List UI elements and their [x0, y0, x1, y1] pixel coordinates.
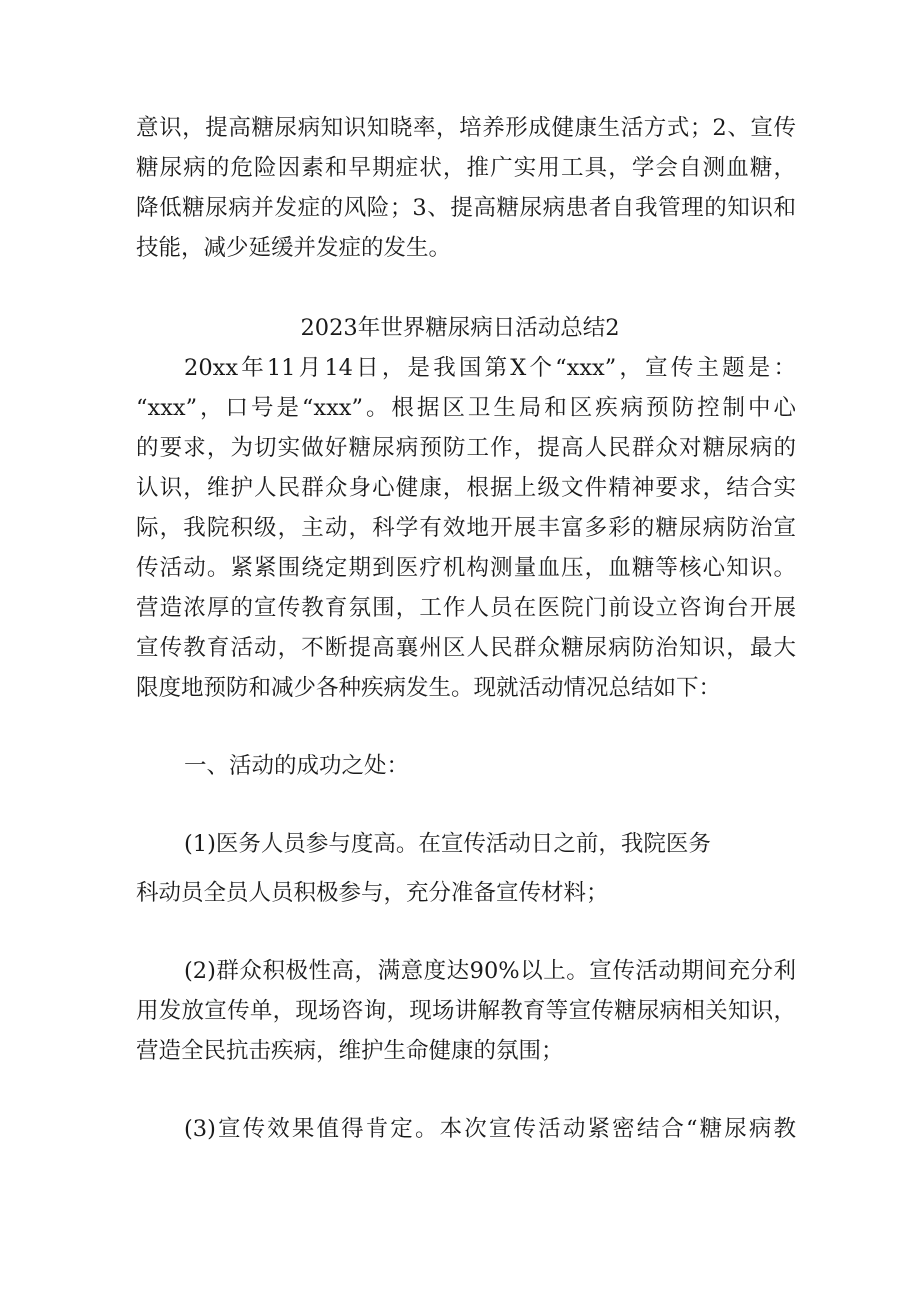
para1-line-3: 的要求，为切实做好糖尿病预防工作，提高人民群众对糖尿病的 [136, 435, 796, 461]
para1-line-9: 限度地预防和减少各种疾病发生。现就活动情况总结如下： [136, 675, 722, 701]
heading-success: 一、活动的成功之处： [184, 753, 410, 779]
item1-line-2: 科动员全员人员积极参与，充分准备宣传材料； [136, 880, 609, 906]
item2-line-2: 用发放宣传单，现场咨询，现场讲解教育等宣传糖尿病相关知识， [136, 998, 796, 1024]
intro-line-2: 糖尿病的危险因素和早期症状，推广实用工具，学会自测血糖， [136, 155, 796, 181]
para1-line-1: 20xx年11月14日，是我国第X个“xxx”，宣传主题是： [184, 355, 796, 381]
section-title: 2023年世界糖尿病日活动总结2 [300, 315, 620, 341]
para1-line-6: 传活动。紧紧围绕定期到医疗机构测量血压，血糖等核心知识。 [136, 555, 796, 581]
intro-line-3: 降低糖尿病并发症的风险；3、提高糖尿病患者自我管理的知识和 [136, 195, 796, 221]
para1-line-7: 营造浓厚的宣传教育氛围，工作人员在医院门前设立咨询台开展 [136, 595, 796, 621]
intro-line-1: 意识，提高糖尿病知识知晓率，培养形成健康生活方式；2、宣传 [136, 115, 796, 141]
para1-line-4: 认识，维护人民群众身心健康，根据上级文件精神要求，结合实 [136, 475, 796, 501]
para1-line-5: 际，我院积级，主动，科学有效地开展丰富多彩的糖尿病防治宣 [136, 515, 796, 541]
para1-line-8: 宣传教育活动，不断提高襄州区人民群众糖尿病防治知识，最大 [136, 635, 796, 661]
para1-line-2: “xxx”，口号是“xxx”。根据区卫生局和区疾病预防控制中心 [136, 395, 796, 421]
item2-line-1: (2)群众积极性高，满意度达90%以上。宣传活动期间充分利 [184, 958, 796, 984]
item3-line-1: (3)宣传效果值得肯定。本次宣传活动紧密结合“糖尿病教 [184, 1116, 796, 1142]
item2-line-3: 营造全民抗击疾病，维护生命健康的氛围； [136, 1038, 564, 1064]
item1-line-1: (1)医务人员参与度高。在宣传活动日之前，我院医务 [184, 831, 711, 857]
intro-line-4: 技能，减少延缓并发症的发生。 [136, 235, 452, 261]
